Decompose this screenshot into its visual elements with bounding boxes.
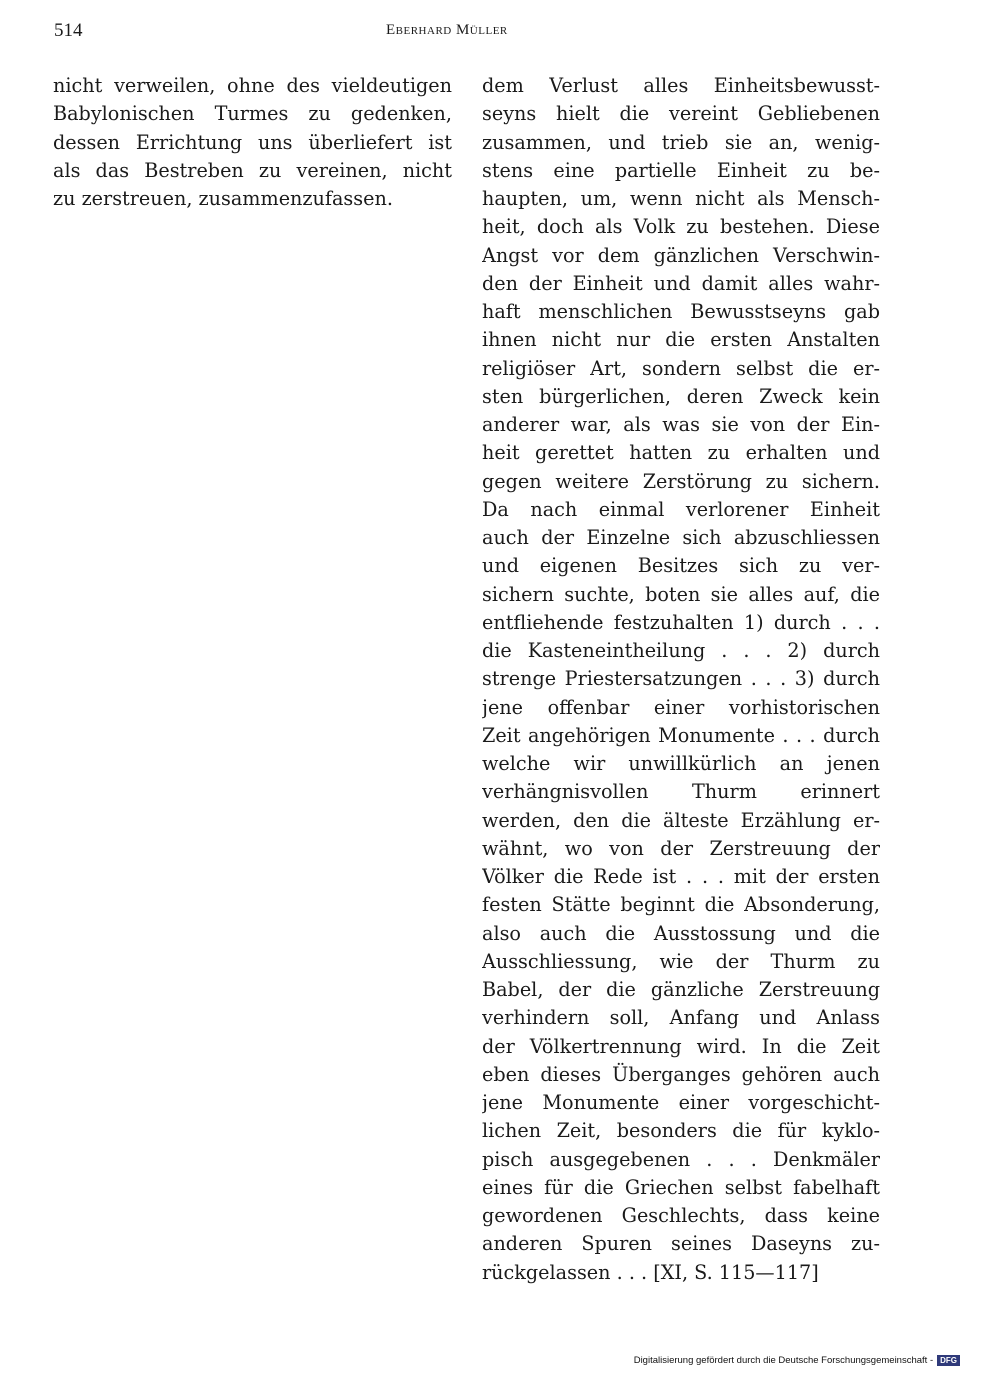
text-line: rückgelassen . . . [XI, S. 115—117] xyxy=(482,1260,819,1284)
text-line: entfliehende festzuhalten 1) durch . . . xyxy=(482,610,880,634)
text-line: verhängnisvollen Thurm erinnert xyxy=(482,780,880,804)
text-line: nicht verweilen, ohne des vieldeutigen xyxy=(53,74,452,97)
text-line: also auch die Ausstossung und die xyxy=(482,921,880,945)
running-head: Eberhard Müller xyxy=(386,22,508,38)
text-line: werden, den die älteste Erzählung er- xyxy=(482,808,880,832)
text-line: lichen Zeit, besonders die für kyklo- xyxy=(482,1119,880,1143)
text-line: verhindern soll, Anfang und Anlass xyxy=(482,1006,880,1030)
left-column xyxy=(53,72,452,213)
text-line: festen Stätte beginnt die Absonderung, xyxy=(482,893,880,917)
text-line: wähnt, wo von der Zerstreuung der xyxy=(482,836,880,860)
text-line: dessen Errichtung uns überliefert ist xyxy=(53,130,452,154)
text-line: und eigenen Besitzes sich zu ver- xyxy=(482,554,880,578)
text-line: sten bürgerlichen, deren Zweck kein xyxy=(482,384,880,408)
text-line: stens eine partielle Einheit zu be- xyxy=(482,158,880,182)
text-line: anderer war, als was sie von der Ein- xyxy=(482,413,880,436)
text-line: anderen Spuren seines Daseyns zu- xyxy=(482,1232,880,1256)
text-line: jene offenbar einer vorhistorischen xyxy=(482,695,880,719)
text-line: Ausschliessung, wie der Thurm zu xyxy=(482,949,880,973)
page-number: 514 xyxy=(54,20,83,41)
text-line: sichern suchte, boten sie alles auf, die xyxy=(482,582,880,606)
text-line: Zeit angehörigen Monumente . . . durch xyxy=(482,723,880,747)
text-line: seyns hielt die vereint Gebliebenen xyxy=(482,102,880,126)
text-line: eben dieses Überganges gehören auch xyxy=(482,1062,880,1086)
text-line: Völker die Rede ist . . . mit der ersten xyxy=(482,865,880,888)
text-line: dem Verlust alles Einheitsbewusst- xyxy=(482,74,880,97)
text-line: ihnen nicht nur die ersten Anstalten xyxy=(482,328,880,352)
digitization-credit xyxy=(634,1355,960,1366)
text-line: haupten, um, wenn nicht als Mensch- xyxy=(482,187,880,210)
text-line: jene Monumente einer vorgeschicht- xyxy=(482,1091,880,1114)
text-line: Babel, der die gänzliche Zerstreuung xyxy=(482,978,880,1001)
text-line: zu zerstreuen, zusammenzufassen. xyxy=(53,187,393,210)
text-line: gegen weitere Zerstörung zu sichern. xyxy=(482,469,880,493)
text-line: pisch ausgegebenen . . . Denkmäler xyxy=(482,1147,880,1171)
text-line: zusammen, und trieb sie an, wenig- xyxy=(482,130,880,154)
digitization-credit-text: Digitalisierung gefördert durch die Deutsche Forschungsgemeinschaft - xyxy=(633,1355,934,1366)
right-column xyxy=(482,72,880,1287)
text-line: welche wir unwillkürlich an jenen xyxy=(482,752,880,775)
text-line: Babylonischen Turmes zu gedenken, xyxy=(53,102,452,126)
text-line: heit, doch als Volk zu bestehen. Diese xyxy=(482,215,880,239)
text-line: als das Bestreben zu vereinen, nicht xyxy=(53,158,452,182)
text-line: die Kasteneintheilung . . . 2) durch xyxy=(482,639,880,662)
text-line: Da nach einmal verlorener Einheit xyxy=(482,497,880,521)
text-line: religiöser Art, sondern selbst die er- xyxy=(482,356,880,380)
dfg-logo: DFG xyxy=(937,1355,960,1366)
text-line: haft menschlichen Bewusstseyns gab xyxy=(482,300,880,323)
text-line: der Völkertrennung wird. In die Zeit xyxy=(482,1034,880,1058)
text-line: Angst vor dem gänzlichen Verschwin- xyxy=(482,243,880,267)
text-line: gewordenen Geschlechts, dass keine xyxy=(482,1204,880,1227)
text-line: eines für die Griechen selbst fabelhaft xyxy=(482,1175,880,1199)
text-line: strenge Priestersatzungen . . . 3) durch xyxy=(482,667,880,691)
text-line: heit gerettet hatten zu erhalten und xyxy=(482,441,880,465)
text-line: den der Einheit und damit alles wahr- xyxy=(482,271,880,295)
text-line: auch der Einzelne sich abzuschliessen xyxy=(482,526,880,549)
